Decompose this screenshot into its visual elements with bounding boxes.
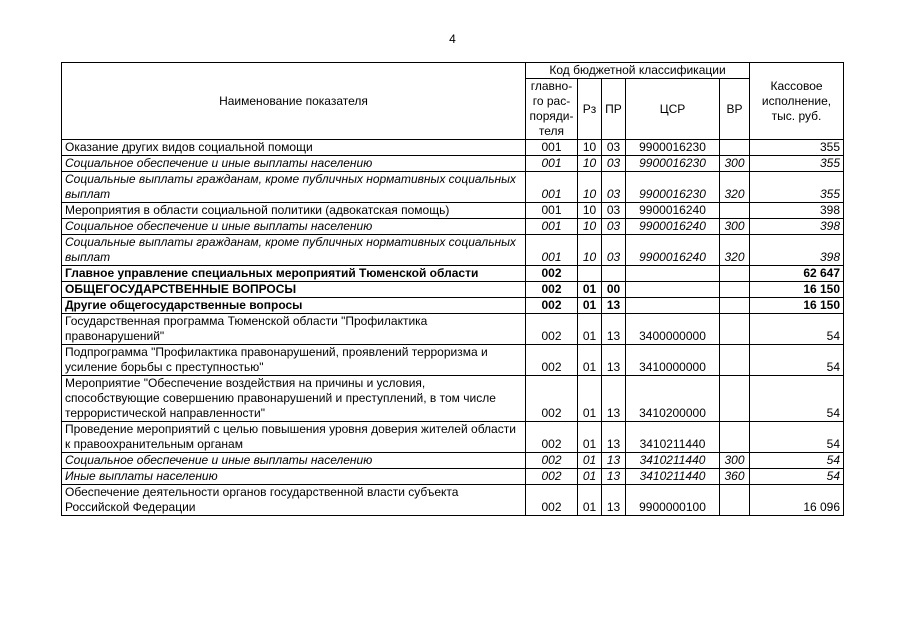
row-csr: 3410211440 bbox=[626, 422, 720, 453]
row-pr: 13 bbox=[602, 469, 626, 485]
table-row bbox=[62, 314, 844, 345]
row-vr: 320 bbox=[720, 172, 750, 203]
header-pr: ПР bbox=[602, 79, 626, 140]
row-pr: 03 bbox=[602, 172, 626, 203]
row-rz: 10 bbox=[578, 219, 602, 235]
row-csr bbox=[626, 282, 720, 298]
row-vr bbox=[720, 376, 750, 422]
row-pr: 13 bbox=[602, 376, 626, 422]
row-rz: 10 bbox=[578, 235, 602, 266]
row-amount: 398 bbox=[750, 219, 844, 235]
row-vr bbox=[720, 485, 750, 516]
row-pr: 13 bbox=[602, 298, 626, 314]
row-pr: 00 bbox=[602, 282, 626, 298]
row-admin: 002 bbox=[526, 485, 578, 516]
row-pr: 13 bbox=[602, 453, 626, 469]
row-csr: 9900000100 bbox=[626, 485, 720, 516]
table-row bbox=[62, 453, 844, 469]
row-name: Государственная программа Тюменской области "Профилактика правонарушений" bbox=[62, 314, 526, 345]
row-amount: 54 bbox=[750, 469, 844, 485]
row-amount: 54 bbox=[750, 345, 844, 376]
row-name: Социальные выплаты гражданам, кроме публичных нормативных социальных выплат bbox=[62, 172, 526, 203]
table-row bbox=[62, 282, 844, 298]
table-row bbox=[62, 485, 844, 516]
header-vr: ВР bbox=[720, 79, 750, 140]
row-csr: 9900016240 bbox=[626, 203, 720, 219]
row-rz: 01 bbox=[578, 314, 602, 345]
row-pr: 13 bbox=[602, 314, 626, 345]
budget-execution-table bbox=[61, 62, 844, 516]
table-row bbox=[62, 376, 844, 422]
row-rz: 01 bbox=[578, 345, 602, 376]
row-rz bbox=[578, 266, 602, 282]
row-vr bbox=[720, 345, 750, 376]
row-csr: 9900016230 bbox=[626, 140, 720, 156]
row-rz: 01 bbox=[578, 469, 602, 485]
table-row bbox=[62, 345, 844, 376]
row-rz: 01 bbox=[578, 422, 602, 453]
row-vr bbox=[720, 314, 750, 345]
row-csr: 3410200000 bbox=[626, 376, 720, 422]
table-row bbox=[62, 298, 844, 314]
row-pr: 03 bbox=[602, 203, 626, 219]
row-vr bbox=[720, 282, 750, 298]
row-amount: 398 bbox=[750, 235, 844, 266]
row-vr: 300 bbox=[720, 219, 750, 235]
row-name: Социальное обеспечение и иные выплаты населению bbox=[62, 156, 526, 172]
table-row bbox=[62, 172, 844, 203]
table-row bbox=[62, 140, 844, 156]
row-name: Другие общегосударственные вопросы bbox=[62, 298, 526, 314]
row-admin: 002 bbox=[526, 453, 578, 469]
row-name: Оказание других видов социальной помощи bbox=[62, 140, 526, 156]
row-vr bbox=[720, 422, 750, 453]
row-pr: 03 bbox=[602, 140, 626, 156]
header-name: Наименование показателя bbox=[62, 63, 526, 140]
row-rz: 01 bbox=[578, 485, 602, 516]
row-vr: 320 bbox=[720, 235, 750, 266]
row-admin: 002 bbox=[526, 469, 578, 485]
row-rz: 01 bbox=[578, 298, 602, 314]
row-admin: 001 bbox=[526, 235, 578, 266]
row-rz: 01 bbox=[578, 282, 602, 298]
row-csr: 9900016230 bbox=[626, 172, 720, 203]
page-number: 4 bbox=[449, 32, 456, 46]
row-csr: 9900016240 bbox=[626, 235, 720, 266]
row-admin: 002 bbox=[526, 422, 578, 453]
row-pr: 03 bbox=[602, 156, 626, 172]
row-name: Обеспечение деятельности органов государственной власти субъекта Российской Федерации bbox=[62, 485, 526, 516]
row-pr: 13 bbox=[602, 422, 626, 453]
row-amount: 54 bbox=[750, 314, 844, 345]
row-admin: 002 bbox=[526, 282, 578, 298]
header-csr: ЦСР bbox=[626, 79, 720, 140]
row-vr: 300 bbox=[720, 156, 750, 172]
row-vr: 300 bbox=[720, 453, 750, 469]
row-name: Главное управление специальных мероприятий Тюменской области bbox=[62, 266, 526, 282]
table-row bbox=[62, 203, 844, 219]
row-admin: 002 bbox=[526, 345, 578, 376]
row-admin: 002 bbox=[526, 266, 578, 282]
row-admin: 002 bbox=[526, 376, 578, 422]
row-csr bbox=[626, 298, 720, 314]
row-vr bbox=[720, 298, 750, 314]
row-pr: 03 bbox=[602, 235, 626, 266]
row-amount: 16 096 bbox=[750, 485, 844, 516]
header-amount: Кассовое исполнение, тыс. руб. bbox=[750, 63, 844, 140]
header-rz: Рз bbox=[578, 79, 602, 140]
row-admin: 002 bbox=[526, 298, 578, 314]
row-csr: 3410211440 bbox=[626, 453, 720, 469]
row-pr: 13 bbox=[602, 485, 626, 516]
row-pr: 03 bbox=[602, 219, 626, 235]
row-name: Иные выплаты населению bbox=[62, 469, 526, 485]
row-rz: 10 bbox=[578, 156, 602, 172]
row-name: Социальное обеспечение и иные выплаты населению bbox=[62, 453, 526, 469]
row-rz: 01 bbox=[578, 453, 602, 469]
row-amount: 16 150 bbox=[750, 282, 844, 298]
row-name: Подпрограмма "Профилактика правонарушений, проявлений терроризма и усиление борьбы с преступностью" bbox=[62, 345, 526, 376]
row-csr: 3400000000 bbox=[626, 314, 720, 345]
row-csr bbox=[626, 266, 720, 282]
row-csr: 3410211440 bbox=[626, 469, 720, 485]
row-vr bbox=[720, 140, 750, 156]
row-admin: 001 bbox=[526, 140, 578, 156]
row-name: Проведение мероприятий с целью повышения уровня доверия жителей области к правоохранительным органам bbox=[62, 422, 526, 453]
row-admin: 001 bbox=[526, 203, 578, 219]
row-admin: 001 bbox=[526, 219, 578, 235]
table-row bbox=[62, 469, 844, 485]
table-row bbox=[62, 156, 844, 172]
row-rz: 10 bbox=[578, 172, 602, 203]
row-rz: 10 bbox=[578, 203, 602, 219]
row-amount: 54 bbox=[750, 422, 844, 453]
row-name: Социальные выплаты гражданам, кроме публичных нормативных социальных выплат bbox=[62, 235, 526, 266]
row-name: Мероприятие "Обеспечение воздействия на причины и условия, способствующие совершению правонарушений и преступлений, в том числе террористической направленности" bbox=[62, 376, 526, 422]
row-csr: 3410000000 bbox=[626, 345, 720, 376]
row-amount: 54 bbox=[750, 376, 844, 422]
header-admin: главно-го рас-поряди-теля bbox=[526, 79, 578, 140]
table-row bbox=[62, 219, 844, 235]
row-amount: 355 bbox=[750, 140, 844, 156]
table-row bbox=[62, 235, 844, 266]
row-amount: 54 bbox=[750, 453, 844, 469]
row-vr bbox=[720, 266, 750, 282]
row-rz: 10 bbox=[578, 140, 602, 156]
row-vr bbox=[720, 203, 750, 219]
row-rz: 01 bbox=[578, 376, 602, 422]
row-admin: 001 bbox=[526, 172, 578, 203]
row-pr: 13 bbox=[602, 345, 626, 376]
table-row bbox=[62, 422, 844, 453]
row-csr: 9900016240 bbox=[626, 219, 720, 235]
table-row bbox=[62, 266, 844, 282]
row-admin: 001 bbox=[526, 156, 578, 172]
header-budget-code: Код бюджетной классификации bbox=[526, 63, 750, 79]
row-amount: 355 bbox=[750, 172, 844, 203]
table-body bbox=[62, 140, 844, 516]
row-amount: 398 bbox=[750, 203, 844, 219]
row-amount: 62 647 bbox=[750, 266, 844, 282]
row-admin: 002 bbox=[526, 314, 578, 345]
row-name: Социальное обеспечение и иные выплаты населению bbox=[62, 219, 526, 235]
row-name: ОБЩЕГОСУДАРСТВЕННЫЕ ВОПРОСЫ bbox=[62, 282, 526, 298]
row-pr bbox=[602, 266, 626, 282]
row-csr: 9900016230 bbox=[626, 156, 720, 172]
row-name: Мероприятия в области социальной политики (адвокатская помощь) bbox=[62, 203, 526, 219]
row-amount: 355 bbox=[750, 156, 844, 172]
row-vr: 360 bbox=[720, 469, 750, 485]
row-amount: 16 150 bbox=[750, 298, 844, 314]
